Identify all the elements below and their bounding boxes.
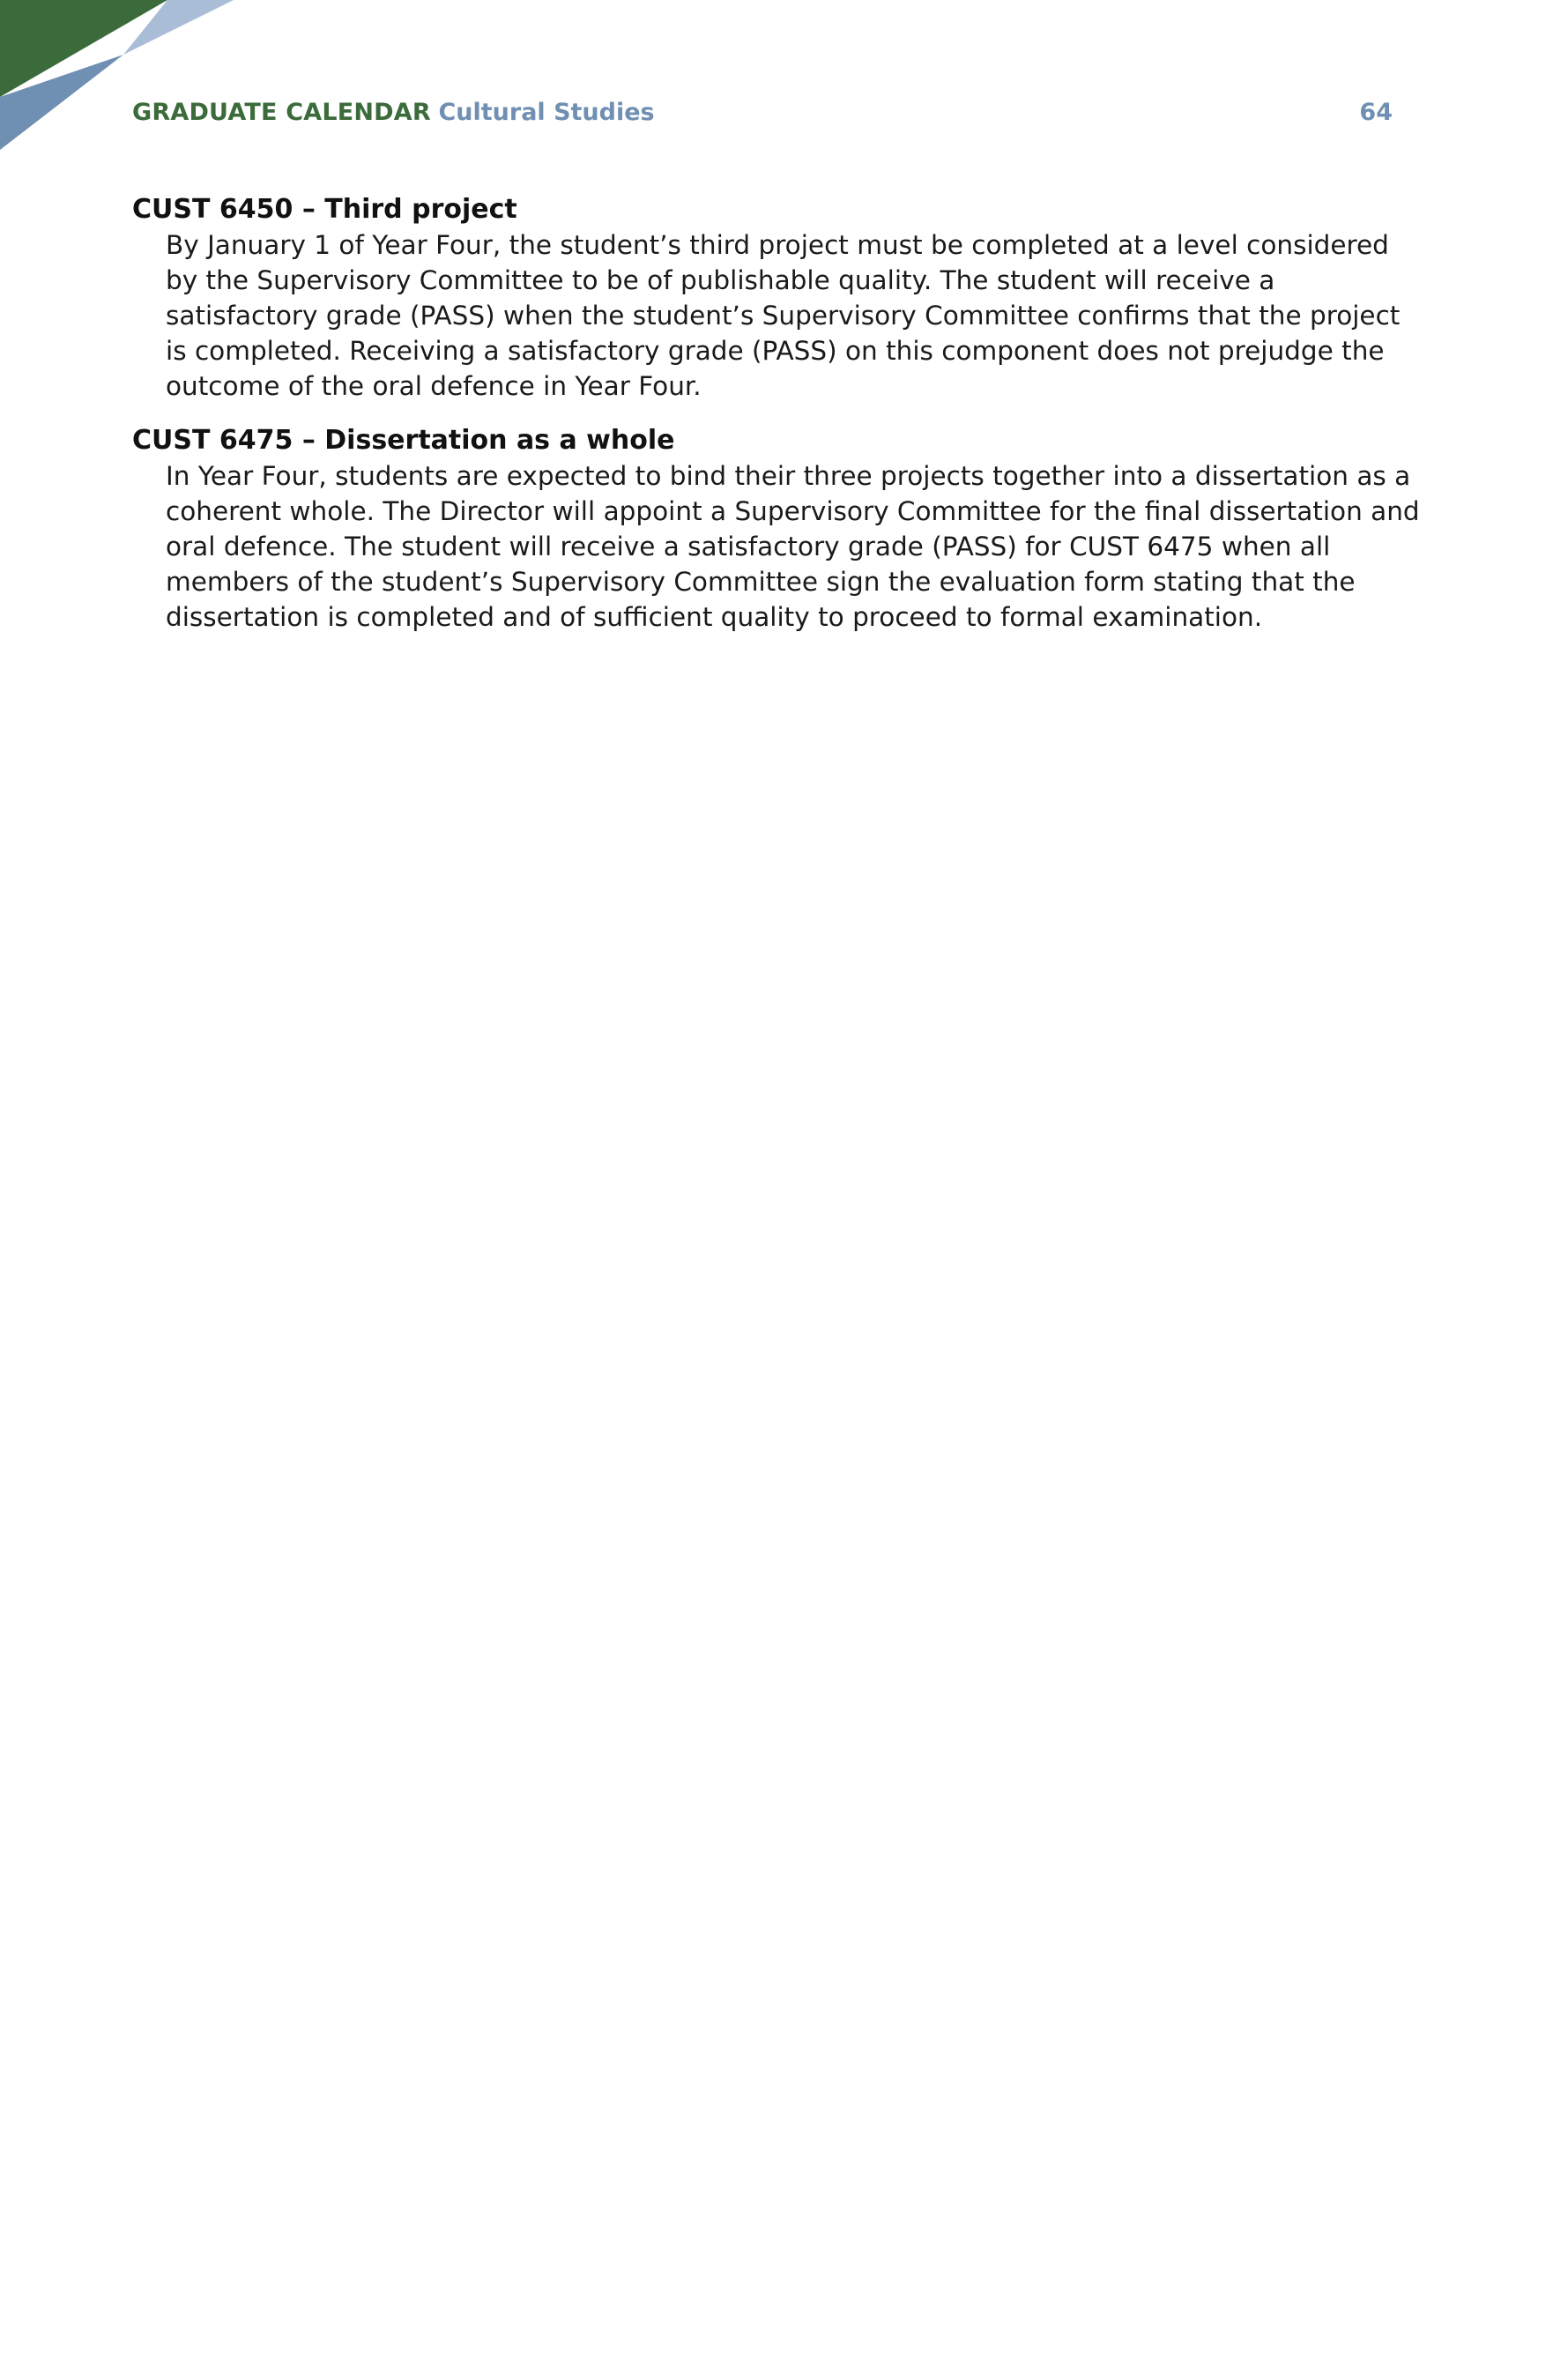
course-title: CUST 6475 – Dissertation as a whole [132,425,675,456]
corner-decoration [0,0,247,159]
course-title: CUST 6450 – Third project [132,194,517,225]
page-header [132,99,1393,134]
course-description: In Year Four, students are expected to bind their three projects together into a dissertation as a coherent whole. The Director will appoint a Supervisory Committee for the final dissertation and oral defence. The student will receive a satisfactory grade (PASS) for CUST 6475 when all members of the student’s Supervisory Committee sign the evaluation form stating that the dissertation is completed and of sufficient quality to proceed to formal examination. [166,461,1420,632]
course-entry [132,423,1428,635]
course-list [132,192,1428,654]
course-entry [132,192,1428,404]
subject-label: Cultural Studies [438,99,655,126]
course-description: By January 1 of Year Four, the student’s third project must be completed at a level considered by the Supervisory Committee to be of publishable quality. The student will receive a satisfactory grade (PASS) when the student’s Supervisory Committee confirms that the project is completed. Receiving a satisfactory grade (PASS) on this component does not prejudge the outcome of the oral defence in Year Four. [166,230,1401,401]
page-number: 64 [1359,99,1393,126]
calendar-label: GRADUATE CALENDAR [132,99,431,126]
